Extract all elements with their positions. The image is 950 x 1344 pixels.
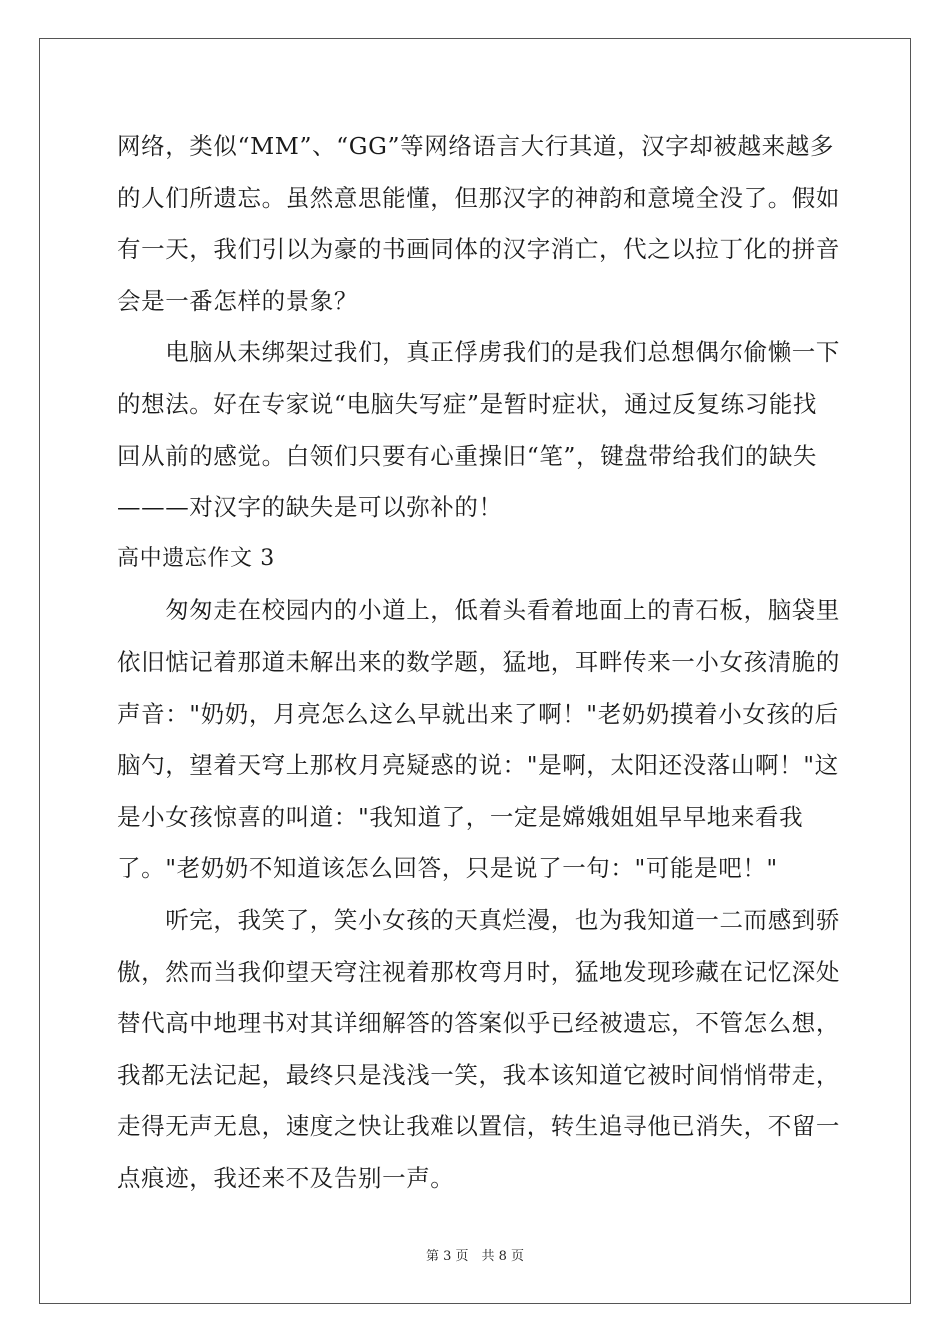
text-line: 有一天，我们引以为豪的书画同体的汉字消亡，代之以拉丁化的拼音 xyxy=(117,235,840,264)
text-line: 电脑从未绑架过我们，真正俘虏我们的是我们总想偶尔偷懒一下 xyxy=(117,338,840,367)
text-line: 声音："奶奶，月亮怎么这么早就出来了啊！"老奶奶摸着小女孩的后 xyxy=(117,699,839,728)
page-footer xyxy=(0,1245,950,1264)
document-body xyxy=(117,124,840,1207)
text-line: ———对汉字的缺失是可以弥补的！ xyxy=(117,493,503,522)
page-number-label: 第 3 页 共 8 页 xyxy=(425,1249,525,1264)
text-line: 会是一番怎样的景象？ xyxy=(117,286,358,315)
text-line: 回从前的感觉。白领们只要有心重操旧“笔”，键盘带给我们的缺失 xyxy=(117,441,818,470)
text-line: 听完，我笑了，笑小女孩的天真烂漫，也为我知道一二而感到骄 xyxy=(117,905,840,934)
text-line: 匆匆走在校园内的小道上，低着头看着地面上的青石板，脑袋里 xyxy=(117,596,840,625)
text-line: 网络，类似“MM”、“GG”等网络语言大行其道，汉字却被越来越多 xyxy=(117,132,834,160)
text-line: 我都无法记起，最终只是浅浅一笑，我本该知道它被时间悄悄带走， xyxy=(117,1060,840,1089)
text-line: 替代高中地理书对其详细解答的答案似乎已经被遗忘，不管怎么想， xyxy=(117,1009,840,1038)
text-line: 点痕迹，我还来不及告别一声。 xyxy=(117,1163,455,1192)
text-line: 傲，然而当我仰望天穹注视着那枚弯月时，猛地发现珍藏在记忆深处 xyxy=(117,957,840,986)
text-line: 了。"老奶奶不知道该怎么回答，只是说了一句："可能是吧！" xyxy=(117,854,778,883)
text-line: 走得无声无息，速度之快让我难以置信，转生追寻他已消失，不留一 xyxy=(117,1112,840,1141)
text-line: 脑勺，望着天穹上那枚月亮疑惑的说："是啊，太阳还没落山啊！"这 xyxy=(117,751,839,780)
section-heading: 高中遗忘作文 3 xyxy=(117,545,275,571)
text-line: 依旧惦记着那道未解出来的数学题，猛地，耳畔传来一小女孩清脆的 xyxy=(117,647,840,676)
text-line: 的人们所遗忘。虽然意思能懂，但那汉字的神韵和意境全没了。假如 xyxy=(117,183,840,212)
text-line: 的想法。好在专家说“电脑失写症”是暂时症状，通过反复练习能找 xyxy=(117,389,818,418)
text-line: 是小女孩惊喜的叫道："我知道了，一定是嫦娥姐姐早早地来看我 xyxy=(117,802,804,831)
